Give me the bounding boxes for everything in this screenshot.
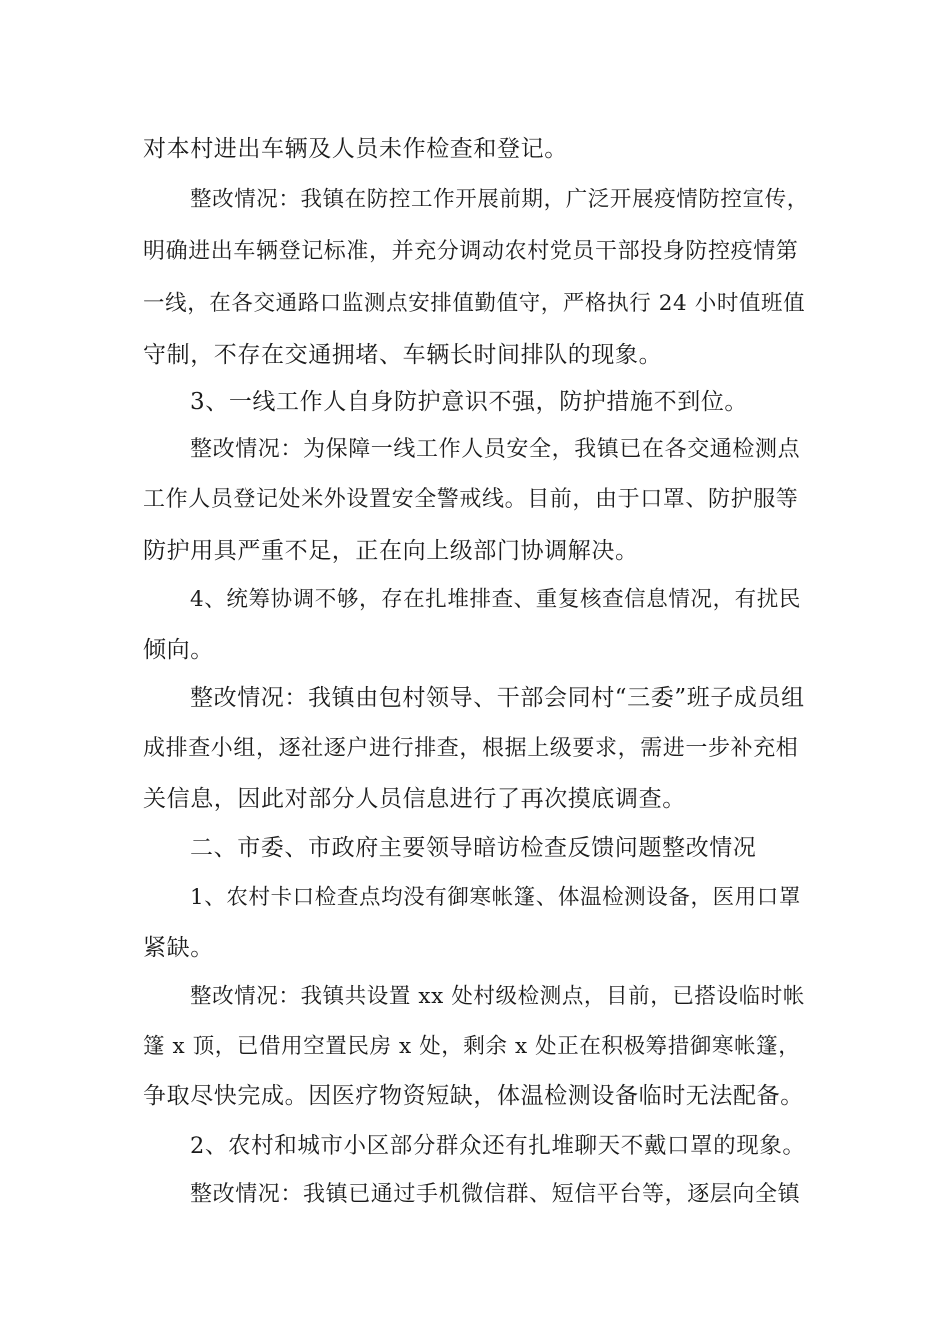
text-line: 倾向。 (143, 637, 214, 663)
text-line: 成排查小组，逐社逐户进行排查，根据上级要求，需进一步补充相 (143, 736, 799, 761)
text-line: 关信息，因此对部分人员信息进行了再次摸底调查。 (143, 786, 686, 812)
text-line: 工作人员登记处米外设置安全警戒线。目前，由于口罩、防护服等 (143, 487, 799, 512)
text-line: 3、一线工作人自身防护意识不强，防护措施不到位。 (190, 389, 749, 415)
text-line: 明确进出车辆登记标准，并充分调动农村党员干部投身防控疫情第 (143, 239, 799, 264)
text-line: 整改情况：我镇已通过手机微信群、短信平台等，逐层向全镇 (190, 1182, 801, 1207)
section-heading: 二、市委、市政府主要领导暗访检查反馈问题整改情况 (190, 835, 757, 861)
text-line: 篷 x 顶，已借用空置民房 x 处，剩余 x 处正在积极筹措御寒帐篷， (143, 1034, 801, 1059)
text-line: 整改情况：我镇由包村领导、干部会同村“三委”班子成员组 (190, 685, 805, 711)
text-line: 紧缺。 (143, 935, 214, 961)
text-line: 对本村进出车辆及人员未作检查和登记。 (143, 136, 568, 162)
text-line: 整改情况：为保障一线工作人员安全，我镇已在各交通检测点 (190, 437, 801, 462)
text-line: 防护用具严重不足，正在向上级部门协调解决。 (143, 538, 639, 564)
text-line: 4、统筹协调不够，存在扎堆排查、重复核查信息情况，有扰民 (190, 587, 801, 612)
text-line: 2、农村和城市小区部分群众还有扎堆聊天不戴口罩的现象。 (190, 1133, 806, 1159)
text-line: 一线，在各交通路口监测点安排值勤值守，严格执行 24 小时值班值 (143, 291, 806, 316)
text-line: 1、农村卡口检查点均没有御寒帐篷、体温检测设备，医用口罩 (190, 885, 801, 910)
text-line: 整改情况：我镇在防控工作开展前期，广泛开展疫情防控宣传， (190, 187, 809, 212)
text-line: 争取尽快完成。因医疗物资短缺，体温检测设备临时无法配备。 (143, 1083, 804, 1109)
text-line: 整改情况：我镇共设置 xx 处村级检测点，目前，已搭设临时帐 (190, 984, 805, 1009)
text-line: 守制，不存在交通拥堵、车辆长时间排队的现象。 (143, 342, 663, 368)
